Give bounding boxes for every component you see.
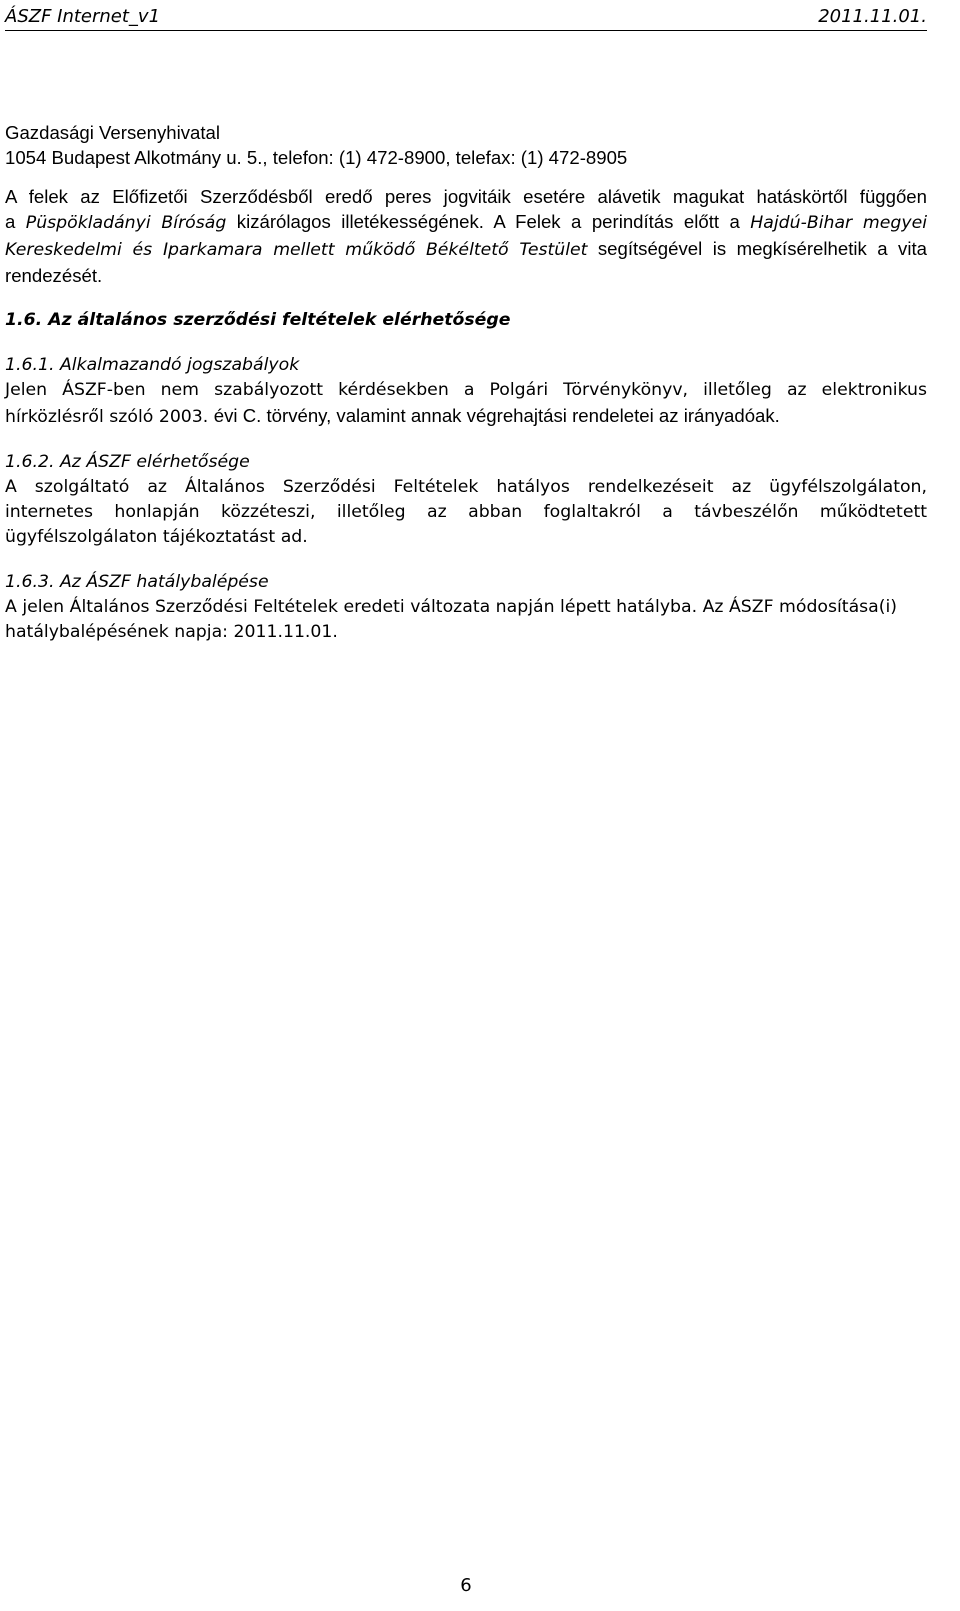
jurisdiction-line-3: Kereskedelmi és Iparkamara mellett működő Békéltető Testület segítségével is megkísérelhetik a vita xyxy=(5,238,927,260)
header-document-name: ÁSZF Internet_v1 xyxy=(5,6,161,27)
section-1-6-2-line-1: A szolgáltató az Általános Szerződési Feltételek hatályos rendelkezéseit az ügyfélszolgálaton, xyxy=(5,477,927,497)
jurisdiction-line-2: a Püspökladányi Bíróság kizárólagos illetékességének. A Felek a perindítás előtt a Hajdú-Bihar megyei xyxy=(5,211,928,233)
section-1-6-2-heading: 1.6.2. Az ÁSZF elérhetősége xyxy=(5,452,250,472)
arbitration-board-name: Kereskedelmi és Iparkamara mellett működő Békéltető Testület xyxy=(5,240,588,260)
address-line: 1054 Budapest Alkotmány u. 5., telefon: (1) 472-8900, telefax: (1) 472-8905 xyxy=(5,147,628,168)
section-1-6-3-line-1: A jelen Általános Szerződési Feltételek eredeti változata napján lépett hatályba. Az ÁSZF módosítása(i) xyxy=(5,597,898,617)
section-1-6-3-heading: 1.6.3. Az ÁSZF hatálybalépése xyxy=(5,572,269,592)
section-1-6-2-line-2: internetes honlapján közzéteszi, illetőleg az abban foglaltakról a távbeszélőn működtetett xyxy=(5,502,927,522)
jurisdiction-line-4: rendezését. xyxy=(5,265,103,286)
address-organization: Gazdasági Versenyhivatal xyxy=(5,122,220,143)
page-content xyxy=(5,120,927,645)
section-1-6-3-line-2: hatálybalépésének napja: 2011.11.01. xyxy=(5,622,338,642)
chamber-name: Hajdú-Bihar megyei xyxy=(750,213,928,233)
section-1-6-2-line-3: ügyfélszolgálaton tájékoztatást ad. xyxy=(5,527,308,547)
page-header xyxy=(5,4,927,31)
page-number: 6 xyxy=(460,1575,472,1596)
section-1-6-1-line-1: Jelen ÁSZF-ben nem szabályozott kérdésekben a Polgári Törvénykönyv, illetőleg az elektronikus xyxy=(5,380,927,400)
section-1-6-heading: 1.6. Az általános szerződési feltételek elérhetősége xyxy=(5,310,511,330)
section-1-6-1-heading: 1.6.1. Alkalmazandó jogszabályok xyxy=(5,355,300,375)
header-date: 2011.11.01. xyxy=(818,6,927,27)
section-1-6-1-line-2: hírközlésről szóló 2003. évi C. törvény, valamint annak végrehajtási rendeletei az irányadóak. xyxy=(5,405,780,427)
jurisdiction-line-1: A felek az Előfizetői Szerződésből eredő peres jogvitáik esetére alávetik magukat hatáskörtől függően xyxy=(5,186,927,207)
court-name: Püspökladányi Bíróság xyxy=(25,213,227,233)
